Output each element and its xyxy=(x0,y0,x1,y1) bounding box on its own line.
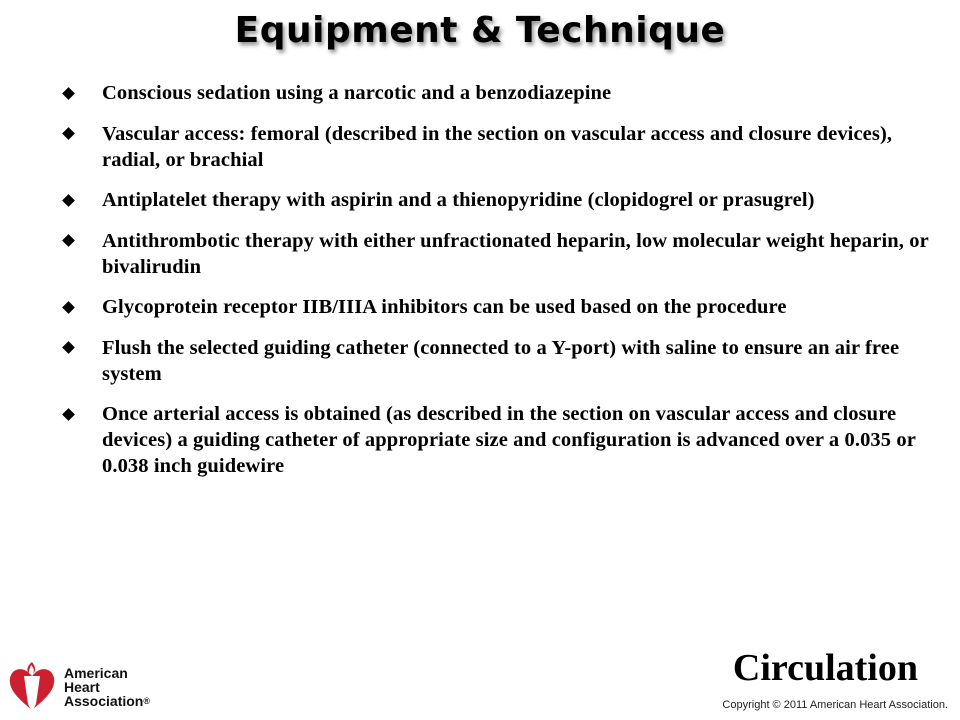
diamond-bullet-icon xyxy=(60,335,102,361)
logo-line-association: Association xyxy=(64,693,144,709)
bullet-text: Once arterial access is obtained (as described in the section on vascular access and closure devices) a guiding catheter of appropriate size and configuration is advanced over a 0.035 or 0.038 inch guidewire xyxy=(102,403,916,477)
slide-title: Equipment & Technique xyxy=(234,10,726,51)
logo-line-american: American xyxy=(64,665,128,681)
diamond-bullet-icon xyxy=(60,294,102,320)
bullet-text: Antithrombotic therapy with either unfractionated heparin, low molecular weight heparin, or bivalirudin xyxy=(102,229,929,278)
diamond-bullet-icon xyxy=(60,228,102,254)
bullet-item xyxy=(60,228,930,280)
bullet-text: Glycoprotein receptor IIB/IIIA inhibitors can be used based on the procedure xyxy=(102,296,787,318)
heart-torch-icon xyxy=(6,660,58,714)
diamond-bullet-icon xyxy=(60,401,102,427)
bullet-text: Vascular access: femoral (described in the section on vascular access and closure devices), radial, or brachial xyxy=(102,122,893,171)
bullet-item xyxy=(60,187,930,213)
bullet-item xyxy=(60,401,930,479)
bullet-item xyxy=(60,80,930,106)
journal-name: Circulation xyxy=(732,647,918,689)
diamond-bullet-icon xyxy=(60,121,102,147)
diamond-bullet-icon xyxy=(60,80,102,106)
copyright-text: Copyright © 2011 American Heart Association. xyxy=(722,699,948,711)
logo-line-heart: Heart xyxy=(64,679,100,695)
registered-mark: ® xyxy=(143,696,150,706)
bullet-text: Flush the selected guiding catheter (connected to a Y-port) with saline to ensure an air free system xyxy=(102,336,900,385)
bullet-item xyxy=(60,294,930,320)
bullet-item xyxy=(60,121,930,173)
bullet-text: Antiplatelet therapy with aspirin and a thienopyridine (clopidogrel or prasugrel) xyxy=(102,189,815,211)
diamond-bullet-icon xyxy=(60,187,102,213)
bullet-text: Conscious sedation using a narcotic and a benzodiazepine xyxy=(102,82,612,104)
bullet-list xyxy=(60,80,930,494)
aha-logo xyxy=(6,660,150,714)
bullet-item xyxy=(60,335,930,387)
